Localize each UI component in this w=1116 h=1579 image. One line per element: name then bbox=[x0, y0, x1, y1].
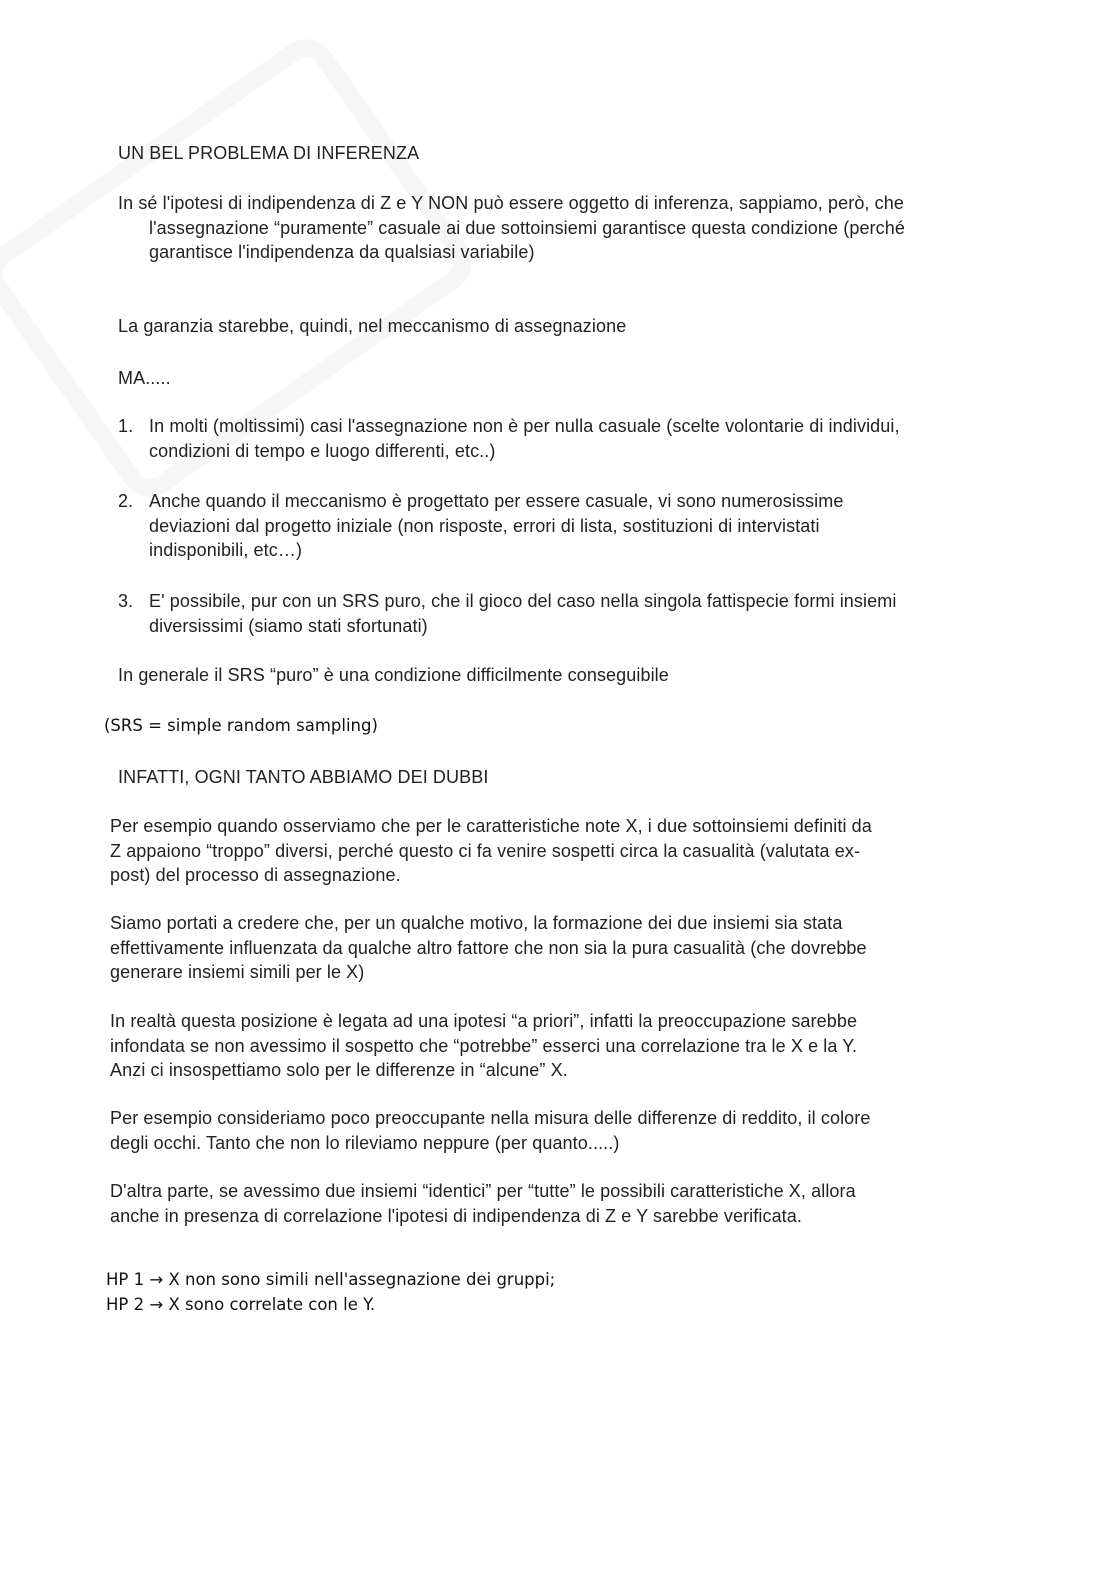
list-number: 2. bbox=[118, 491, 134, 511]
hypothesis-text: X sono correlate con le Y. bbox=[168, 1295, 376, 1314]
paragraph-doubts-2: Siamo portati a credere che, per un qualche motivo, la formazione dei due insiemi sia stata effettivamente influenzata da qualche altro fattore che non sia la pura casualità (che dovrebbe generare insiemi simili per le X) bbox=[110, 913, 867, 982]
arrow-right-icon: → bbox=[149, 1270, 164, 1289]
hypothesis-label: HP 1 bbox=[106, 1270, 145, 1289]
paragraph-doubts-1: Per esempio quando osserviamo che per le caratteristiche note X, i due sottoinsiemi definiti da Z appaiono “troppo” diversi, perché questo ci fa venire sospetti circa la casualità (valutata ex-post) del processo di assegnazione. bbox=[110, 816, 872, 885]
section-title-inference: UN BEL PROBLEMA DI INFERENZA bbox=[118, 143, 420, 163]
list-item-3 bbox=[118, 589, 914, 638]
hypothesis-text: X non sono simili nell'assegnazione dei gruppi; bbox=[168, 1270, 556, 1289]
list-item-text: In molti (moltissimi) casi l'assegnazione non è per nulla casuale (scelte volontarie di individui, condizioni di tempo e luogo differenti, etc..) bbox=[149, 416, 900, 461]
paragraph-conclusion: In generale il SRS “puro” è una condizione difficilmente conseguibile bbox=[118, 665, 669, 685]
paragraph-doubts-4: Per esempio consideriamo poco preoccupante nella misura delle differenze di reddito, il colore degli occhi. Tanto che non lo rileviamo neppure (per quanto.....) bbox=[110, 1108, 871, 1153]
srs-note: (SRS = simple random sampling) bbox=[104, 716, 378, 735]
hypothesis-label: HP 2 bbox=[106, 1295, 145, 1314]
ma-text: MA..... bbox=[118, 368, 171, 388]
section-title-doubts: INFATTI, OGNI TANTO ABBIAMO DEI DUBBI bbox=[118, 767, 489, 787]
list-item-1 bbox=[118, 414, 924, 463]
list-item-2 bbox=[118, 489, 884, 563]
hypothesis-2 bbox=[106, 1294, 375, 1316]
intro-text: In sé l'ipotesi di indipendenza di Z e Y NON può essere oggetto di inferenza, sappiamo, però, che l'assegnazione “puramente” casuale ai due sottoinsiemi garantisce questa condizione (perché garantisce l'indipendenza da qualsiasi variabile) bbox=[118, 193, 905, 262]
arrow-right-icon: → bbox=[149, 1295, 164, 1314]
paragraph-doubts-5: D'altra parte, se avessimo due insiemi “identici” per “tutte” le possibili caratteristiche X, allora anche in presenza di correlazione l'ipotesi di indipendenza di Z e Y sarebbe verificata. bbox=[110, 1181, 856, 1226]
list-item-text: Anche quando il meccanismo è progettato per essere casuale, vi sono numerosissime deviazioni dal progetto iniziale (non risposte, errori di lista, sostituzioni di intervistati indisponibili, etc…) bbox=[149, 491, 844, 560]
paragraph-guarantee: La garanzia starebbe, quindi, nel meccanismo di assegnazione bbox=[118, 316, 627, 336]
hypothesis-1 bbox=[106, 1269, 555, 1291]
list-number: 1. bbox=[118, 416, 134, 436]
paragraph-doubts-3: In realtà questa posizione è legata ad una ipotesi “a priori”, infatti la preoccupazione sarebbe infondata se non avessimo il sospetto che “potrebbe” esserci una correlazione tra le X e la Y. Anzi ci insospettiamo solo per le differenze in “alcune” X. bbox=[110, 1011, 858, 1080]
list-item-text: E' possibile, pur con un SRS puro, che il gioco del caso nella singola fattispecie formi insiemi diversissimi (siamo stati sfortunati) bbox=[149, 591, 897, 636]
list-number: 3. bbox=[118, 591, 134, 611]
paragraph-intro bbox=[118, 191, 909, 265]
